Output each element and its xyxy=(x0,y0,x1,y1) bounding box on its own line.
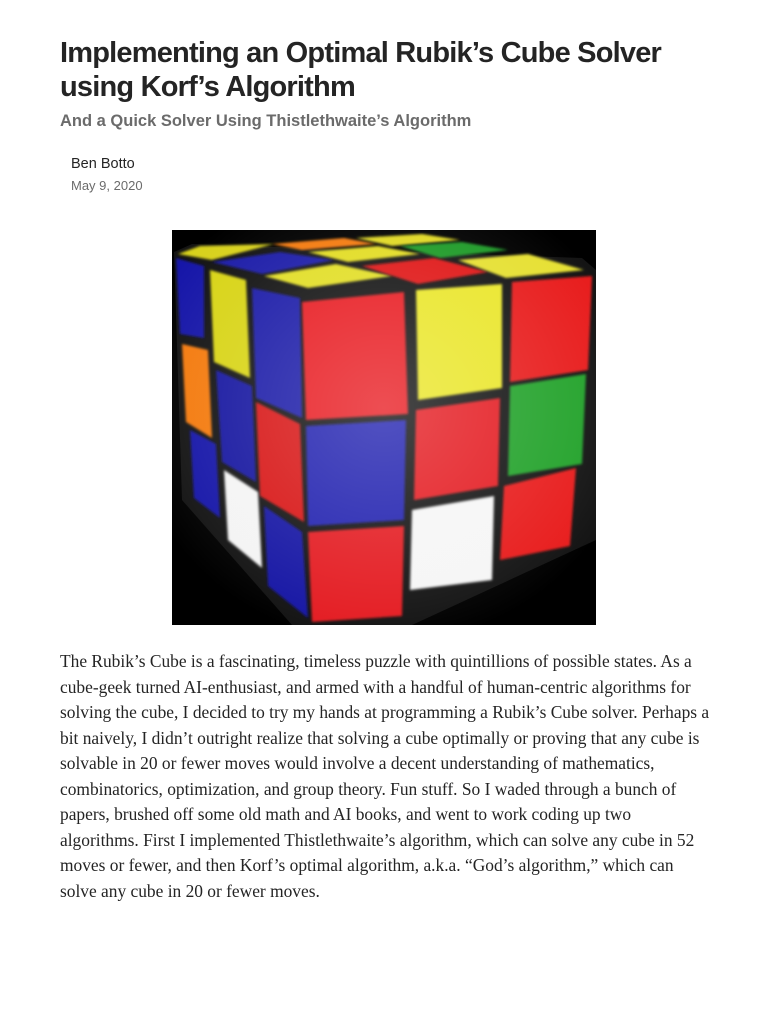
article-paragraph: The Rubik’s Cube is a fascinating, timeless puzzle with quintillions of possible states. As a cube-geek turned AI-enthusiast, and armed with a handful of human-centric algorithms for solving the cube, I decided to try my hands at programming a Rubik’s Cube solver. Perhaps a bit naively, I didn’t outright realize that solving a cube optimally or proving that any cube is solvable in 20 or fewer moves would involve a decent understanding of mathematics, combinatorics, optimization, and group theory. Fun stuff. So I waded through a bunch of papers, brushed off some old math and AI books, and went to work coding up two algorithms. First I implemented Thistlethwaite’s algorithm, which can solve any cube in 52 moves or fewer, and then Korf’s optimal algorithm, a.k.a. “God’s algorithm,” which can solve any cube in 20 or fewer moves. xyxy=(60,651,710,901)
cube-highlight xyxy=(172,230,596,625)
article-subtitle: And a Quick Solver Using Thistlethwaite’s Algorithm xyxy=(60,112,472,130)
article-title: Implementing an Optimal Rubik’s Cube Solver using Korf’s Algorithm xyxy=(60,37,662,103)
article xyxy=(60,36,720,195)
author-name[interactable]: Ben Botto xyxy=(71,156,135,172)
byline xyxy=(71,154,720,195)
rubiks-cube-illustration xyxy=(172,230,596,625)
rubiks-cube-image xyxy=(172,230,596,625)
publish-date: May 9, 2020 xyxy=(71,178,143,193)
